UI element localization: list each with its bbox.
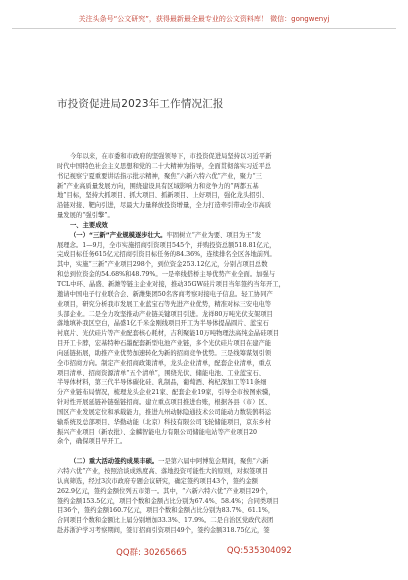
para-line: 分产业链布局情况，梳理龙头企业21家、配套企业19家，引导全市按图索骥， <box>57 389 275 397</box>
para-line: 262.9亿元，签约金额位列五市第一。其中，“六新六特六优”产业项目29个， <box>57 487 273 495</box>
para-line: TCL中环、晶盛、新潍等链主企业对接，推动35GW硅片项目当年签约当年开工， <box>57 280 285 288</box>
intro-line: 地”目标，坚持大抓项目、抓大项目、抓新项目、上好项目，强化龙头招引、 <box>57 192 269 200</box>
qq-group-label: QQ群: 30265665 <box>116 548 187 558</box>
para-line: 国区产业发展定位和承载能力，推进九州动脉隐通技术公司能动力数装鹄料运 <box>57 408 272 416</box>
intro-line: 新”产业高质量发展方向，围绕建设具有区域影响力和竞争力的“两都五基 <box>57 182 259 190</box>
promo-banner <box>12 10 396 29</box>
intro-line: 时代中国特色社会主义思想和党的二十大精神为指导，全面贯彻落实习近平总 <box>57 162 272 170</box>
section-heading: 一、主要成效 <box>70 221 108 229</box>
para-line: 签约金额153.5亿元，项目个数和金额占比分别为67.4%、58.4%；合同类项目 <box>57 497 279 505</box>
qq-label: QQ:535304092 <box>226 546 292 556</box>
intro-line: 量发展的“强引擎”。 <box>57 212 114 220</box>
para-line: 赴苏浙沪学习考察期间，签订招商引资项目49个，签约金额318.75亿元，签 <box>57 527 270 535</box>
para-line: 振兴产业项目（新农批）、金麟智能电力有限公司储能电站等产业项目20 <box>57 428 258 436</box>
para-line: 衬底片、光伏硅片等产业配套核心耗材，吉利聚能10万吨物理法高纯金晶硅项目 <box>57 330 280 338</box>
para-line: 全市招商方向。制定产业招商政策清单，龙头企业清单，配套企业清单，重点 <box>57 359 272 367</box>
para-line <box>57 447 355 457</box>
para-line: 六特六优”产业，按照洽谈成熟度高、落地投资可能性大的原则，对拟签项目 <box>57 468 269 475</box>
para-line: 目36个，签约金额160.7亿元，项目个数和金额占比分别为83.7%、61.1%， <box>57 507 275 515</box>
para-line: 完成目标任务615亿元招商引资目标任务的84.36%，连续排名全区各地前列。 <box>57 251 276 259</box>
contact-footer <box>0 546 408 562</box>
paragraph-major-events <box>57 457 355 536</box>
para-line: 目开工卡脖，宏基特种石墨配套新型电池产业链，多个光伏硅片项目在建产能 <box>57 340 272 348</box>
para-line: 业项目，研究分析我市发展工业蓝宝石等先进产业优势，精准对标三安电电等 <box>57 300 272 308</box>
para-line: 落地填补我区空白，晶盛1亿千米金刚线项目开工为半导体提晶圆片、蓝宝石 <box>57 320 269 328</box>
intro-paragraph <box>57 152 355 221</box>
intro-line: 书记视察宁夏重要讲话指示批示精神，聚焦“六新六特六优”产业，聚力“三 <box>57 172 262 180</box>
para-line: 针对性开展延链补链强链招商。建立重点项目推进台账，根据各县（市）区、 <box>57 399 272 407</box>
para-line: 输系统及总部项目、华勤动能（北京）科技有限公司飞轮储能项目，京东乡村 <box>57 418 272 426</box>
paragraph-lead-continuation: 一是第六届中阿博览会期间，聚焦“六新 <box>158 458 269 466</box>
para-line: 其中，实施“三新”产业项目298个，到位资金253.12亿元，分别占项目总数 <box>57 261 268 269</box>
para-line: 邀请中国电子行业联合会、新潍集团50名客商考察对接电子信息。轻工协同产 <box>57 290 273 298</box>
para-line: 项目清单、招商资源清单“五个清单”，围绕光伏、储能电池、工业蓝宝石、 <box>57 369 265 377</box>
paragraph-lead: （二）重大活动签约成果丰硕。 <box>70 458 159 466</box>
para-line: 合同项目个数和金额比上届分别增加33.3%、17.9%。二是自治区党政代表团 <box>57 517 274 525</box>
promo-banner-text: 关注头条号“公文研究”，获得最新最全最专业的公文资料库！ 微信：gongwenyj <box>78 15 330 23</box>
para-line: 向延链拓展，助推产业优势加速转化为新的招商竞争优势。三是线筹谋划引领 <box>57 349 272 357</box>
paragraph-industry-scale <box>57 231 355 457</box>
document-title: 市投资促进局2023年工作情况汇报 <box>57 98 224 110</box>
para-line: 展理念。1—9月，全市实施招商引资项目545个，并购投资总额518.81亿元， <box>57 241 276 249</box>
para-line: 认真筛选，经过3次市政府专题会议研究，确定签约项目43个，签约金额 <box>57 477 258 485</box>
intro-line: 沿链对接、靶向引进，尽最大力量释放投资增量，全力打造牵引带动全市高质 <box>57 202 272 210</box>
intro-line: 今年以来，在市委和市政府的坚强领导下，市投资促进局坚持以习近平新 <box>70 153 272 160</box>
document-body <box>57 152 355 536</box>
para-line: 余个，确保项目早开工。 <box>57 438 127 446</box>
para-line: 和总到位资金的54.68%和48.79%。一是牵线搭桥主导优势产业全面。加强与 <box>57 271 276 279</box>
paragraph-lead-continuation: 牢固树立“产业为要、项目为王”发 <box>166 231 262 239</box>
para-line: 半导体材料，第三代半导体碳化硅、乳制品，葡萄酒、枸杞深加工等11条细 <box>57 379 267 387</box>
para-line: 头部企业。二是全力攻坚推动产业链关键项目引进。龙祥80万吨光伏支架项目 <box>57 310 273 318</box>
paragraph-lead: （一）“三新”产业规模逐步壮大。 <box>70 231 167 239</box>
